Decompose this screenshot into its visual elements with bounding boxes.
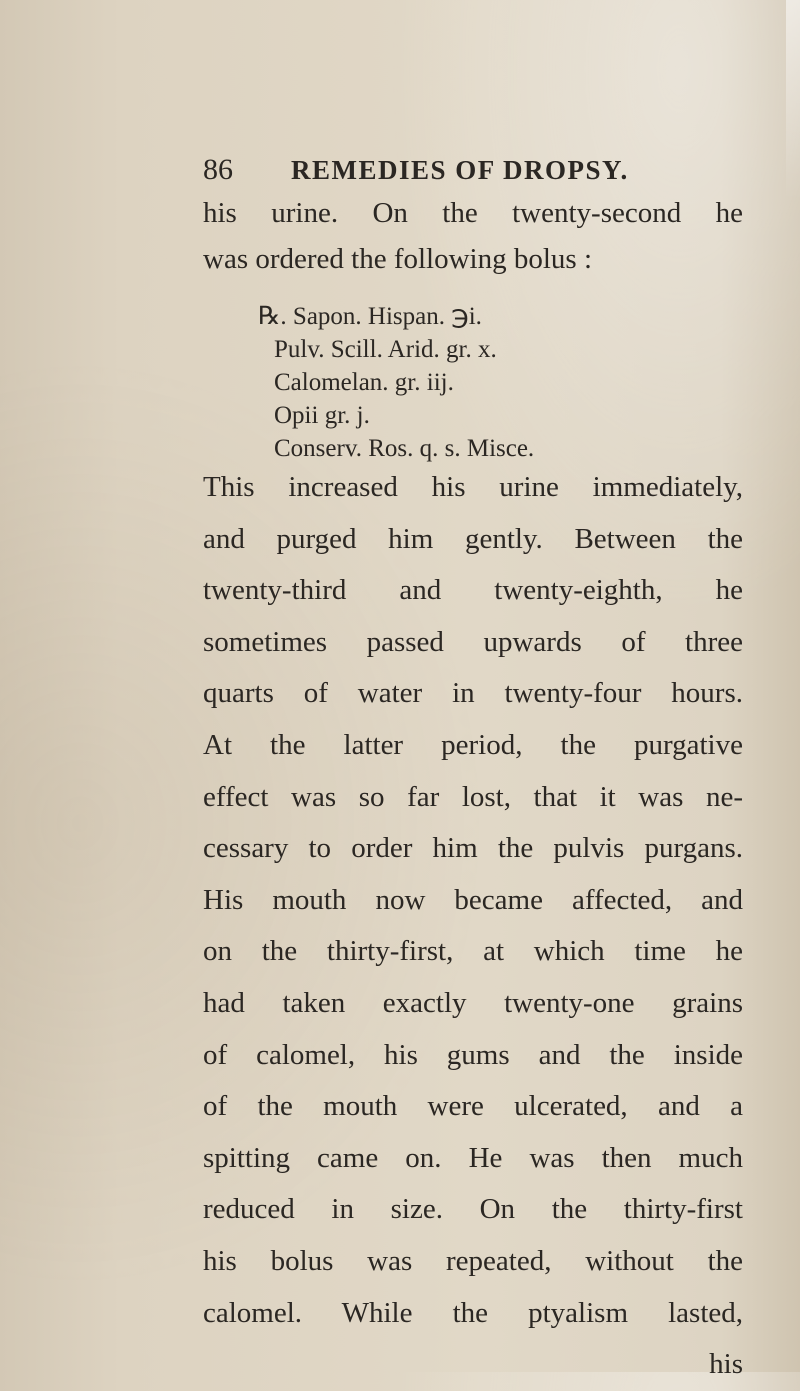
text-line: had taken exactly twenty-one grains	[203, 986, 743, 1019]
text-line: effect was so far lost, that it was ne-	[203, 780, 743, 813]
body-paragraph	[203, 462, 743, 1391]
text-line: of the mouth were ulcerated, and a	[203, 1090, 743, 1123]
prescription-line: Calomelan. gr. iij.	[274, 369, 454, 396]
prescription-line: Conserv. Ros. q. s. Misce.	[274, 435, 535, 462]
text-line: cessary to order him the pulvis purgans.	[203, 832, 743, 865]
text-line: his urine. On the twenty-second he	[203, 197, 743, 229]
prescription-block	[258, 300, 658, 465]
text-line: calomel. While the ptyalism lasted,	[203, 1296, 743, 1329]
page-number: 86	[203, 153, 233, 186]
text-line: of calomel, his gums and the inside	[203, 1038, 743, 1071]
text-line: sometimes passed upwards of three	[203, 625, 743, 658]
catchword: his	[709, 1348, 743, 1381]
text-line: twenty-third and twenty-eighth, he	[203, 574, 743, 607]
text-line: This increased his urine immediately,	[203, 471, 743, 503]
text-line: and purged him gently. Between the	[203, 522, 743, 555]
text-line: At the latter period, the purgative	[203, 728, 743, 761]
prescription-line: ℞. Sapon. Hispan. ℈i.	[258, 303, 482, 330]
text-line: was ordered the following bolus :	[203, 243, 593, 275]
text-line: on the thirty-first, at which time he	[203, 935, 743, 968]
running-title: REMEDIES OF DROPSY.	[291, 155, 629, 185]
text-line: his bolus was repeated, without the	[203, 1244, 743, 1277]
running-head	[203, 150, 743, 190]
text-line: quarts of water in twenty-four hours.	[203, 677, 743, 710]
text-line: His mouth now became affected, and	[203, 883, 743, 916]
prescription-line: Opii gr. j.	[274, 402, 370, 429]
page-edge-highlight	[786, 0, 800, 200]
text-line: reduced in size. On the thirty-first	[203, 1193, 743, 1226]
prescription-line: Pulv. Scill. Arid. gr. x.	[274, 336, 497, 363]
intro-paragraph	[203, 190, 743, 282]
text-line: spitting came on. He was then much	[203, 1141, 743, 1174]
